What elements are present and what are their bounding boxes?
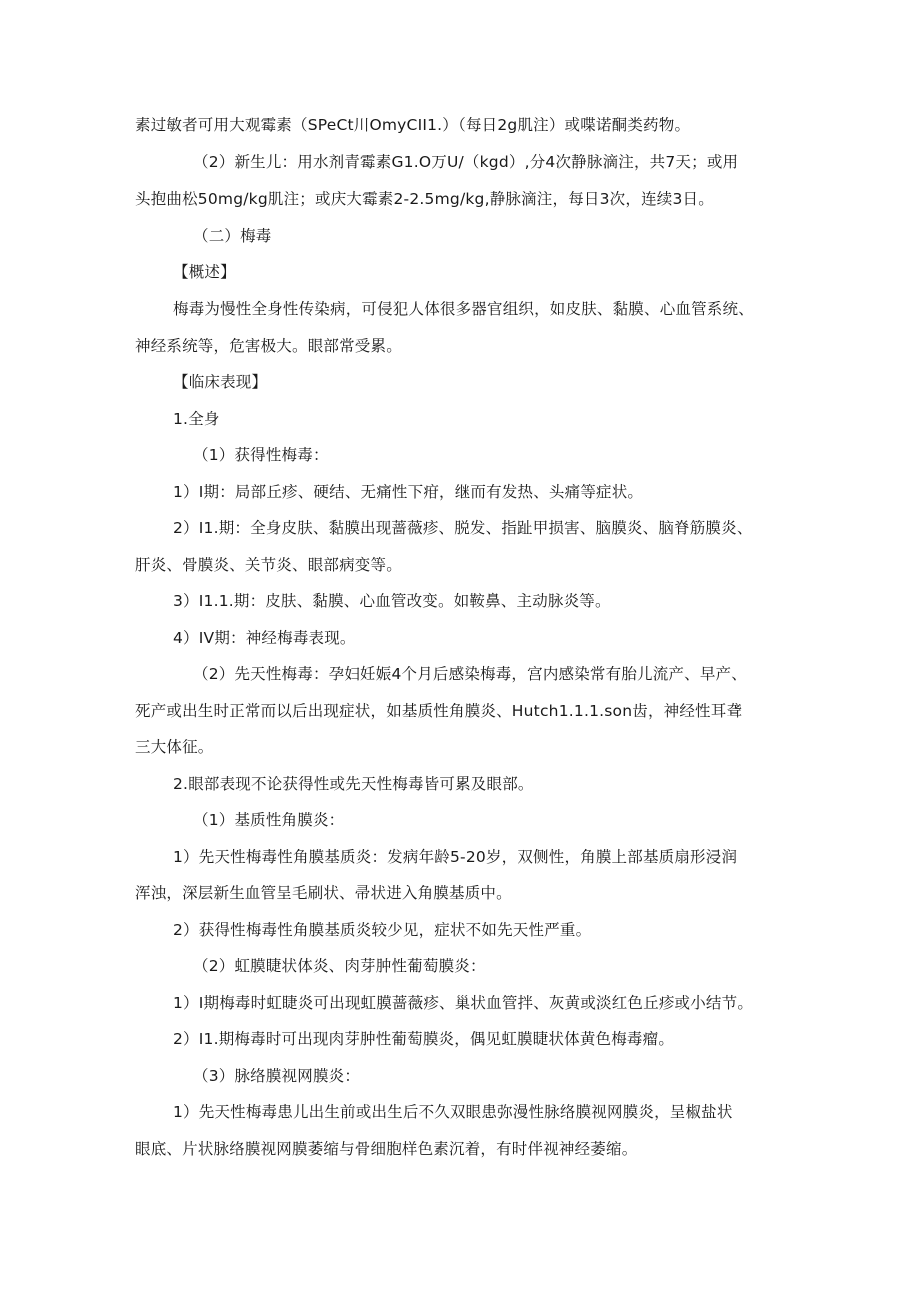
list-item: 1）I期梅毒时虹睫炎可出现虹膜蔷薇疹、巢状血管拌、灰黄或淡红色丘疹或小结节。 (173, 994, 754, 1012)
text-line: 死产或出生时正常而以后出现症状，如基质性角膜炎、Hutch1.1.1.son齿，神经性耳聋 (135, 702, 743, 720)
list-item: 2）I1.期：全身皮肤、黏膜出现蔷薇疹、脱发、指趾甲损害、脑膜炎、脑脊筋膜炎、 (173, 519, 753, 537)
list-item: （2）虹膜睫状体炎、肉芽肿性葡萄膜炎： (193, 957, 486, 975)
list-item: （1）基质性角膜炎： (193, 811, 345, 829)
subsection-heading: 【临床表现】 (173, 373, 268, 391)
list-item: 3）I1.1.期：皮肤、黏膜、心血管改变。如鞍鼻、主动脉炎等。 (173, 592, 611, 610)
list-item: （3）脉络膜视网膜炎： (193, 1067, 361, 1085)
text-line: 浑浊，深层新生血管呈毛刷状、帚状进入角膜基质中。 (135, 884, 512, 902)
text-line: 神经系统等，危害极大。眼部常受累。 (135, 337, 402, 355)
text-line: 眼底、片状脉络膜视网膜萎缩与骨细胞样色素沉着，有时伴视神经萎缩。 (135, 1140, 638, 1158)
text-line: （2）新生儿：用水剂青霉素G1.O万U/（kgd）,分4次静脉滴注，共7天；或用 (193, 153, 739, 171)
text-line: 头抱曲松50mg∕kg肌注；或庆大霉素2-2.5mg∕kg,静脉滴注，每日3次，连续3日。 (135, 190, 714, 208)
subsection-heading: 【概述】 (173, 263, 236, 281)
list-heading: 1.全身 (173, 410, 220, 428)
list-item: 1）先天性梅毒患儿出生前或出生后不久双眼患弥漫性脉络膜视网膜炎，呈椒盐状 (173, 1103, 733, 1121)
list-item: 1）I期：局部丘疹、硬结、无痛性下疳，继而有发热、头痛等症状。 (173, 483, 644, 501)
section-heading: （二）梅毒 (193, 227, 272, 245)
list-item: （1）获得性梅毒： (193, 446, 329, 464)
text-line: 素过敏者可用大观霉素（SPeCt川OmyCII1.）（每日2g肌注）或喋诺酮类药物。 (135, 116, 691, 134)
list-item: 1）先天性梅毒性角膜基质炎：发病年龄5-20岁，双侧性，角膜上部基质扇形浸润 (173, 848, 738, 866)
list-item: 4）IV期：神经梅毒表现。 (173, 629, 356, 647)
list-heading: 2.眼部表现不论获得性或先天性梅毒皆可累及眼部。 (173, 775, 534, 793)
text-line: 三大体征。 (135, 738, 214, 756)
list-item: 2）获得性梅毒性角膜基质炎较少见，症状不如先天性严重。 (173, 921, 592, 939)
list-item: 2）I1.期梅毒时可出现肉芽肿性葡萄膜炎，偶见虹膜睫状体黄色梅毒瘤。 (173, 1030, 675, 1048)
text-line: 肝炎、骨膜炎、关节炎、眼部病变等。 (135, 556, 402, 574)
text-line: 梅毒为慢性全身性传染病，可侵犯人体很多器官组织，如皮肤、黏膜、心血管系统、 (173, 300, 754, 318)
list-item: （2）先天性梅毒：孕妇妊娠4个月后感染梅毒，宫内感染常有胎儿流产、早产、 (193, 665, 747, 683)
